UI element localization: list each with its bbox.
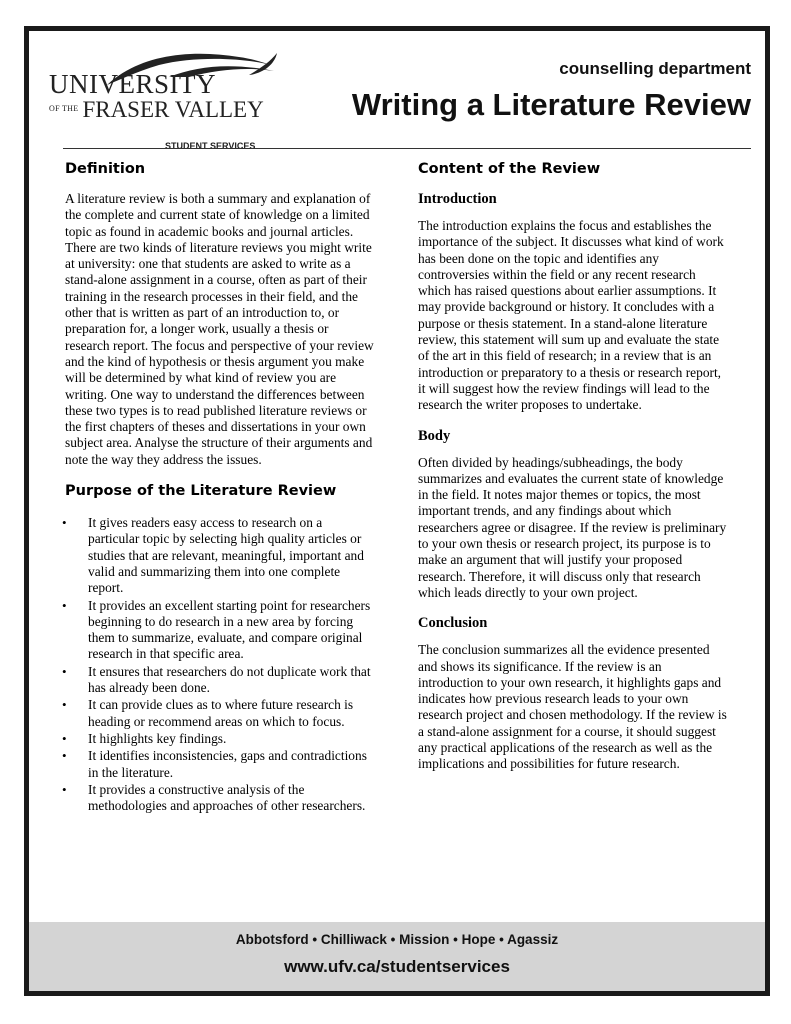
logo-university-text: UNIVERSITY: [49, 69, 216, 99]
list-item: • It highlights key findings.: [65, 731, 375, 747]
introduction-heading: Introduction: [418, 191, 497, 207]
introduction-text: The introduction explains the focus and establishes the importance of the subject. It discusses what kind of work has been done on the topic and identifies any controversies within the field or any recent research which has raised questions about earlier assumptions. It may provide background or history. It concludes with a purpose or thesis statement. In a stand-alone literature review, this statement will sum up and evaluate the state of the art in this field of research; in a review that is an introduction or preparatory to a thesis or research report, it will suggest how the review findings will lead to the research the writer proposes to undertake.: [418, 218, 724, 413]
body-text: Often divided by headings/subheadings, the body summarizes and evaluates the current state of knowledge in the field. It notes major themes or topics, the most important trends, and any findings about which researchers agree or disagree. If the review is preliminary to your own thesis or research project, its purpose is to make an argument that will justify your proposed research. Therefore, it will discuss only that research which leads directly to your own project.: [418, 454, 727, 600]
definition-text: A literature review is both a summary and explanation of the complete and current state of knowledge on a limited topic as found in academic books and journal articles. There are two kinds of literature reviews you might write at university: one that students are asked to write as a stand-alone assignment in a course, often as part of their training in the research processes in their field, and the other that is written as part of an introduction to, or preparation for, a longer work, usually a thesis or research report. The focus and perspective of your review and the kind of hypothesis or thesis argument you make will be determined by what kind of review you are writing. One way to understand the differences between these two types is to read published literature reviews or the first chapters of theses and dissertations in your own subject area. Analyse the structure of their arguments and note the way they address the issues.: [65, 191, 374, 467]
left-column: [65, 161, 375, 815]
header-divider: [63, 148, 751, 149]
definition-heading: Definition: [65, 161, 146, 177]
conclusion-heading: Conclusion: [418, 615, 488, 632]
footer-url-link[interactable]: www.ufv.ca/studentservices: [284, 957, 510, 976]
list-item: • It gives readers easy access to research on a particular topic by selecting high quality articles or studies that are relevant, meaningful, important and valid and summarizing them into one complete report.: [65, 515, 375, 596]
list-item: • It provides an excellent starting point for researchers beginning to do research in a new area by forcing them to summarize, evaluate, and compare original research in that specific area.: [65, 598, 375, 663]
list-item: • It provides a constructive analysis of the methodologies and approaches of other researchers.: [65, 782, 375, 815]
list-item: • It identifies inconsistencies, gaps and contradictions in the literature.: [65, 748, 375, 781]
page-title: Writing a Literature Review: [351, 87, 751, 122]
content-heading: Content of the Review: [418, 161, 601, 177]
logo-fraser-valley-text: [49, 97, 264, 123]
conclusion-text: The conclusion summarizes all the evidence presented and shows its significance. If the review is an introduction to your own research, it highlights gaps and indicates how previous research leads to your own research project and chosen methodology. If the review is a stand-alone assignment for a course, it should suggest any practical applications of the research as well as the implications and possibilities for future research.: [418, 642, 727, 772]
purpose-list: [65, 515, 375, 814]
list-item: • It can provide clues as to where future research is heading or recommend areas on which to focus.: [65, 697, 375, 730]
list-item: • It ensures that researchers do not duplicate work that has already been done.: [65, 664, 375, 697]
purpose-heading: Purpose of the Literature Review: [65, 483, 337, 500]
body-heading: Body: [418, 427, 451, 444]
logo-of-the-text: OF THE: [49, 104, 79, 113]
logo-fraser-valley-label: FRASER VALLEY: [82, 97, 264, 122]
university-logo: [49, 47, 279, 151]
page-frame: [24, 26, 770, 996]
right-column: [418, 161, 728, 787]
footer-locations: Abbotsford • Chilliwack • Mission • Hope • Agassiz: [235, 932, 559, 947]
footer-bar: [29, 922, 765, 991]
logo-student-services-text: STUDENT SERVICES: [165, 141, 256, 151]
department-label: counselling department: [559, 59, 751, 78]
